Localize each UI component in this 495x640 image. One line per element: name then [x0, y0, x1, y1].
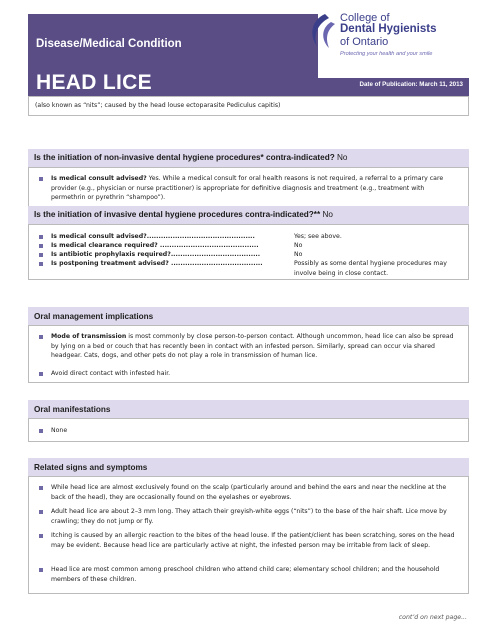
logo-line-1: College of: [340, 12, 390, 24]
bullet-icon: [39, 568, 43, 572]
non-invasive-details: [28, 167, 469, 208]
signs-body: [28, 476, 469, 594]
question-answer: No: [337, 153, 348, 162]
oral-manifestations-body: [28, 418, 469, 442]
row-label: Is medical clearance required? ..........................................: [51, 242, 259, 249]
question-text: Is the initiation of invasive dental hygiene procedures contra-indicated?**: [34, 210, 321, 219]
logo-line-3: of Ontario: [340, 36, 389, 48]
item-text: Itching is caused by an allergic reaction to the bites of the head louse. If the patient/client has been scratching, sores on the head may be evident. Because head lice are particularly active at night, the infested person may be irritable from lack of sleep.: [51, 532, 455, 549]
bullet-icon: [39, 235, 43, 239]
item-label: Is medical consult advised?: [51, 175, 147, 182]
row-value: Possibly as some dental hygiene procedures may involve being in close contact.: [294, 260, 447, 277]
section-header-oral-manifestations: [28, 400, 469, 418]
item-text: While head lice are almost exclusively found on the scalp (particularly around and behind the ears and near the neckline at the back of the head), they are occasionally found on the eyelashes or eyebrows.: [51, 484, 447, 501]
swirl-icon: [303, 12, 339, 52]
bullet-icon: [39, 534, 43, 538]
category-label: Disease/Medical Condition: [36, 38, 182, 50]
oral-management-body: [28, 325, 469, 383]
bullet-icon: [39, 510, 43, 514]
page-title: HEAD LICE: [36, 71, 152, 94]
list-item: [39, 531, 459, 550]
bullet-icon: [39, 244, 43, 248]
invasive-details: [28, 224, 469, 280]
list-item: [39, 507, 459, 526]
list-item: [39, 174, 459, 203]
logo-tagline: Protecting your health and your smile: [340, 51, 433, 57]
item-text: Adult head lice are about 2–3 mm long. They attach their greyish-white eggs (“nits”) to the base of the hair shaft. Lice move by crawling; they do not jump or fly.: [51, 508, 447, 525]
bullet-icon: [39, 253, 43, 257]
list-item: [39, 332, 459, 361]
list-item: [39, 483, 459, 502]
bullet-icon: [39, 429, 43, 433]
question-text: Is the initiation of non-invasive dental hygiene procedures* contra-indicated?: [34, 153, 335, 162]
row-label: Is postponing treatment advised? .......................................: [51, 260, 263, 267]
cdho-logo: [303, 12, 473, 70]
item-text: is most commonly by close person-to-person contact. Although uncommon, head lice can also be spread by lying on a bed or couch that has recently been in contact with an infested person. Similarly, spread can occur via shared headgear. Cats, dogs, and other pets do not play a role in transmission of human lice.: [51, 333, 454, 359]
bullet-icon: [39, 486, 43, 490]
section-header-signs: [28, 458, 469, 476]
bullet-icon: [39, 335, 43, 339]
question-answer: No: [322, 210, 333, 219]
item-text: Head lice are most common among preschool children who attend child care; elementary school children; and the household members of these children.: [51, 566, 440, 583]
row-label: Is antibiotic prophylaxis required?......................................: [51, 251, 261, 258]
section-title: Oral manifestations: [34, 405, 111, 414]
row-value: No: [294, 242, 303, 249]
list-item: [39, 426, 459, 436]
header-banner: [28, 14, 318, 96]
item-text: None: [51, 427, 68, 434]
logo-line-2: Dental Hygienists: [340, 23, 437, 35]
list-item: [39, 565, 459, 584]
aka-text: (also known as “nits”; caused by the head louse ectoparasite Pediculus capitis): [35, 102, 281, 109]
continued-note: cont’d on next page...: [398, 614, 467, 621]
bullet-icon: [39, 372, 43, 376]
row-value: Yes; see above.: [294, 233, 342, 240]
section-title: Oral management implications: [34, 312, 154, 321]
item-text: Avoid direct contact with infested hair.: [51, 370, 171, 377]
section-title: Related signs and symptoms: [34, 463, 148, 472]
list-item: [39, 369, 459, 379]
item-label: Mode of transmission: [51, 333, 127, 340]
section-header-oral-management: [28, 307, 469, 325]
row-value: No: [294, 251, 303, 258]
item-text: Yes. While a medical consult for oral health reasons is not required, a referral to a primary care provider (e.g., physician or nurse practitioner) is appropriate for definitive diagnosis and treatment (e.g., treatment with permethrin or pyrethrin “shampoo”).: [51, 175, 444, 201]
bullet-icon: [39, 262, 43, 266]
question-non-invasive: [28, 149, 469, 167]
aka-box: [28, 96, 469, 116]
date-bar: [318, 78, 469, 96]
row-label: Is medical consult advised?..............................................: [51, 233, 255, 240]
bullet-icon: [39, 177, 43, 181]
publication-date: Date of Publication: March 11, 2013: [359, 81, 463, 88]
question-invasive: [28, 206, 469, 224]
